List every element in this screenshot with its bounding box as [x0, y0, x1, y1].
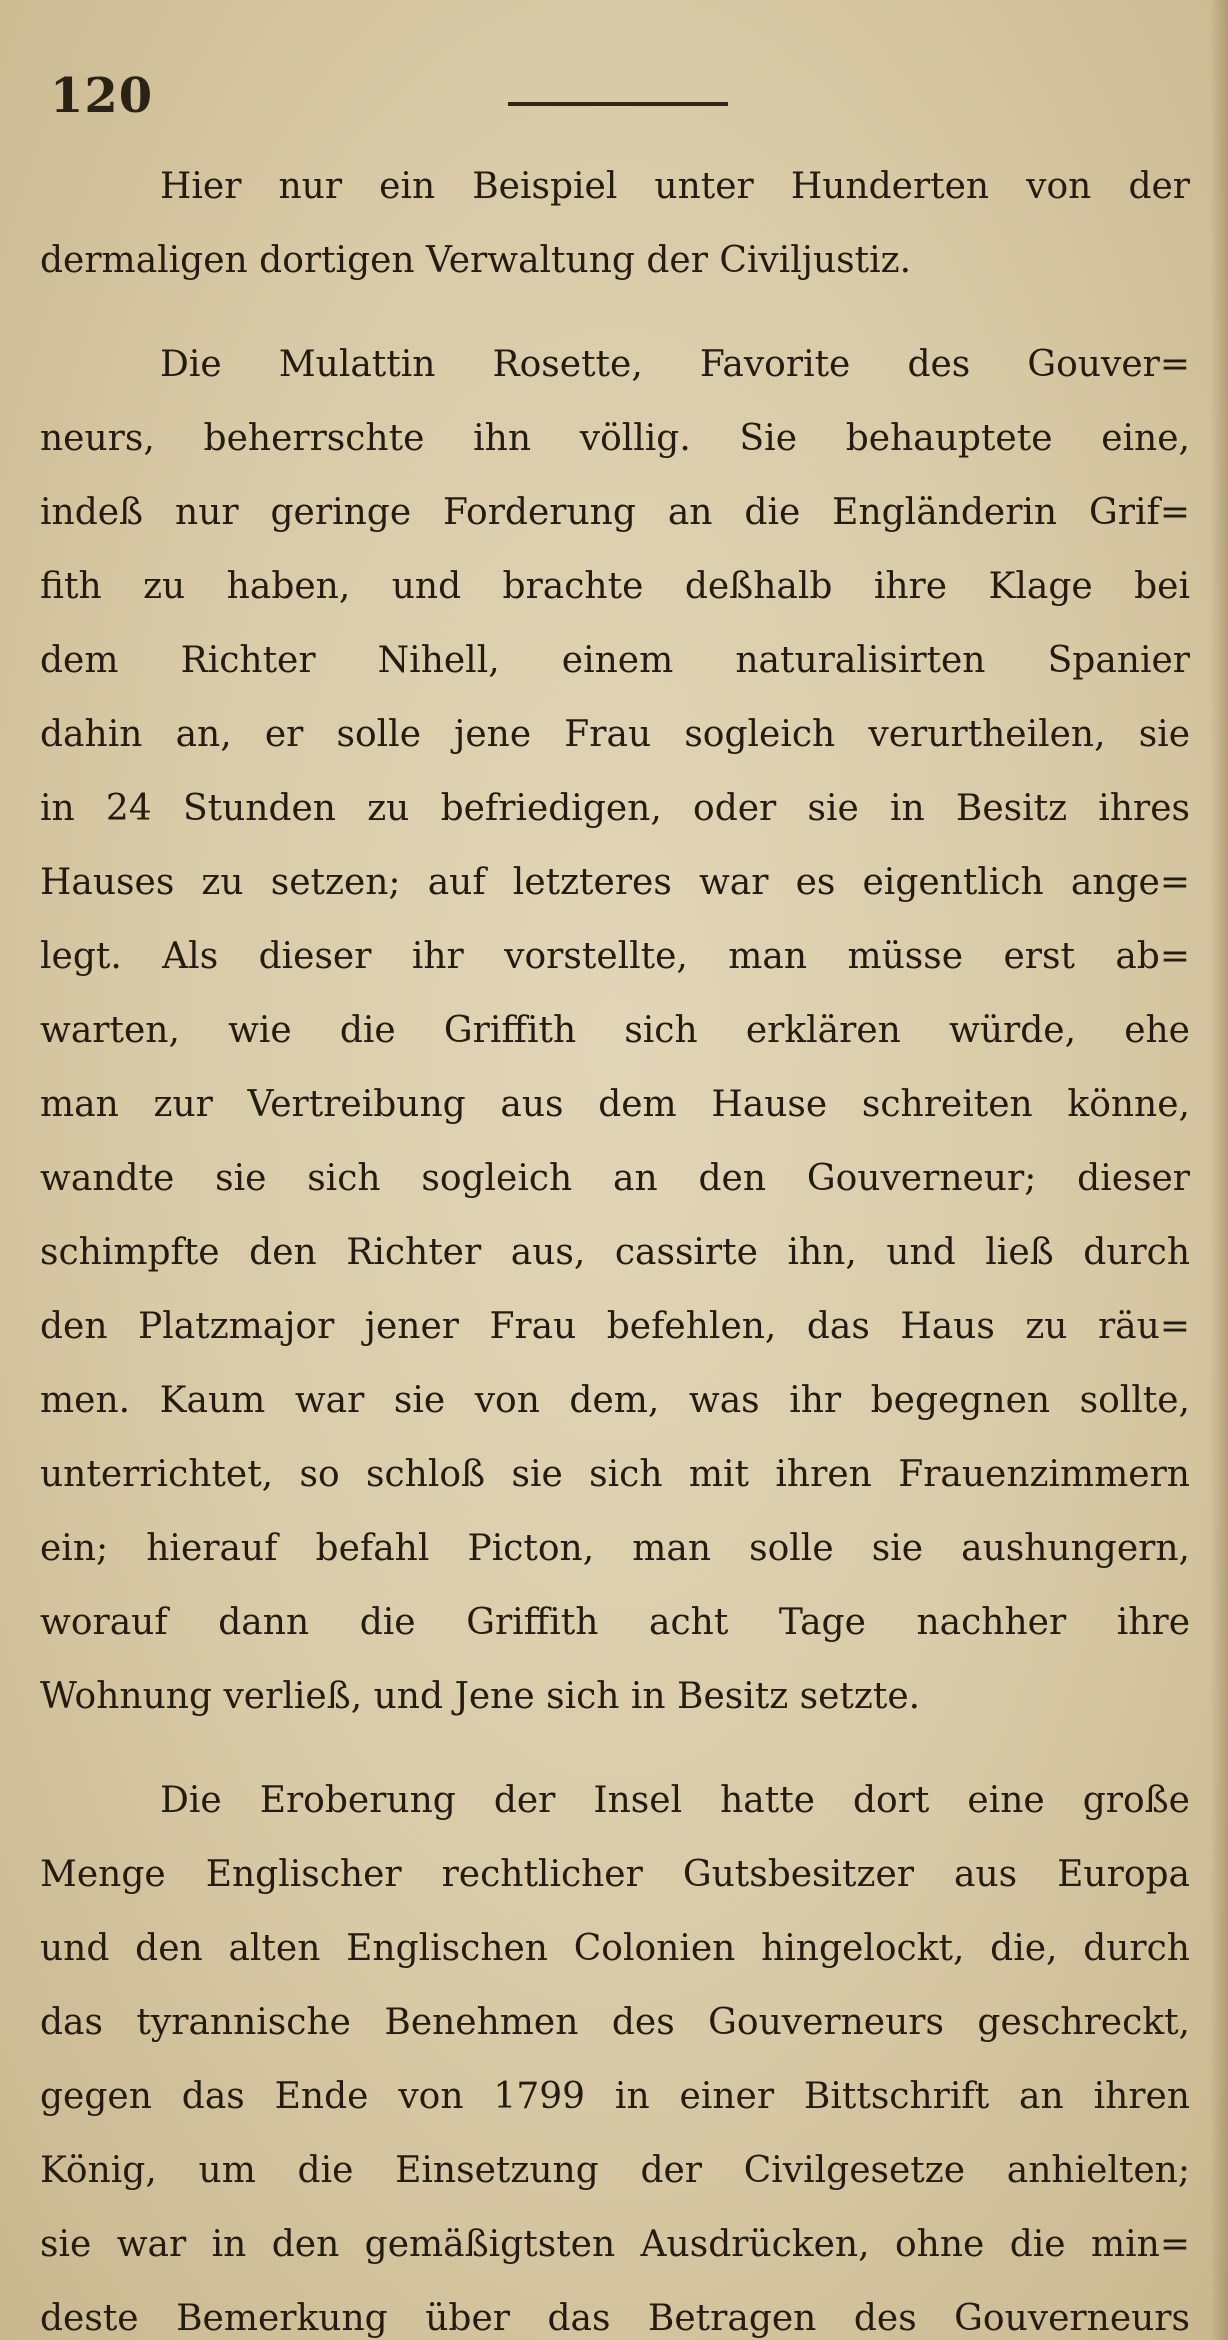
- paragraph-3-line-5: gegen das Ende von 1799 in einer Bittschrift an ihren: [40, 2076, 1190, 2117]
- paragraph-3-line-3: und den alten Englischen Colonien hingelockt, die, durch: [40, 1928, 1190, 1969]
- header-rule: [508, 102, 728, 106]
- paragraph-3-line-7: sie war in den gemäßigtsten Ausdrücken, ohne die min=: [40, 2224, 1190, 2265]
- paragraph-2-line-13: schimpfte den Richter aus, cassirte ihn, und ließ durch: [40, 1232, 1190, 1273]
- paragraph-3-line-2: Menge Englischer rechtlicher Gutsbesitzer aus Europa: [40, 1854, 1190, 1895]
- paragraph-2-line-7: in 24 Stunden zu befriedigen, oder sie in Besitz ihres: [40, 788, 1190, 829]
- paragraph-3-line-8: deste Bemerkung über das Betragen des Gouverneurs: [40, 2298, 1190, 2339]
- paragraph-2-line-17: ein; hierauf befahl Picton, man solle sie aushungern,: [40, 1528, 1190, 1569]
- paragraph-2-line-2: neurs, beherrschte ihn völlig. Sie behauptete eine,: [40, 418, 1190, 459]
- paragraph-2-line-16: unterrichtet, so schloß sie sich mit ihren Frauenzimmern: [40, 1454, 1190, 1495]
- paragraph-2-line-4: fith zu haben, und brachte deßhalb ihre Klage bei: [40, 566, 1190, 607]
- paragraph-3-line-4: das tyrannische Benehmen des Gouverneurs geschreckt,: [40, 2002, 1190, 2043]
- paragraph-2-line-10: warten, wie die Griffith sich erklären würde, ehe: [40, 1010, 1190, 1051]
- paragraph-1-line-2: dermaligen dortigen Verwaltung der Civiljustiz.: [40, 240, 912, 281]
- paragraph-2-line-12: wandte sie sich sogleich an den Gouverneur; dieser: [40, 1158, 1190, 1199]
- paragraph-2-line-3: indeß nur geringe Forderung an die Engländerin Grif=: [40, 492, 1190, 533]
- paragraph-2-line-8: Hauses zu setzen; auf letzteres war es eigentlich ange=: [40, 862, 1190, 903]
- page-edge-shadow: [1210, 0, 1228, 2340]
- paragraph-2-line-9: legt. Als dieser ihr vorstellte, man müsse erst ab=: [40, 936, 1190, 977]
- paragraph-2-line-11: man zur Vertreibung aus dem Hause schreiten könne,: [40, 1084, 1190, 1125]
- paragraph-gap: [40, 298, 1190, 328]
- paragraph-2-line-18: worauf dann die Griffith acht Tage nachher ihre: [40, 1602, 1190, 1643]
- paragraph-1-line-1: Hier nur ein Beispiel unter Hunderten von der: [160, 166, 1190, 207]
- paragraph-2-line-15: men. Kaum war sie von dem, was ihr begegnen sollte,: [40, 1380, 1190, 1421]
- paragraph-2-line-19: Wohnung verließ, und Jene sich in Besitz setzte.: [40, 1676, 921, 1717]
- paragraph-3-line-6: König, um die Einsetzung der Civilgesetze anhielten;: [40, 2150, 1190, 2191]
- paragraph-2-line-1: Die Mulattin Rosette, Favorite des Gouver=: [160, 344, 1190, 385]
- paragraph-gap: [40, 1734, 1190, 1764]
- paragraph-2-line-6: dahin an, er solle jene Frau sogleich verurtheilen, sie: [40, 714, 1190, 755]
- page-number: 120: [50, 68, 154, 124]
- paragraph-3-line-1: Die Eroberung der Insel hatte dort eine große: [160, 1780, 1190, 1821]
- paragraph-2-line-14: den Platzmajor jener Frau befehlen, das Haus zu räu=: [40, 1306, 1190, 1347]
- body-text: [40, 150, 1190, 2340]
- paragraph-2-line-5: dem Richter Nihell, einem naturalisirten Spanier: [40, 640, 1190, 681]
